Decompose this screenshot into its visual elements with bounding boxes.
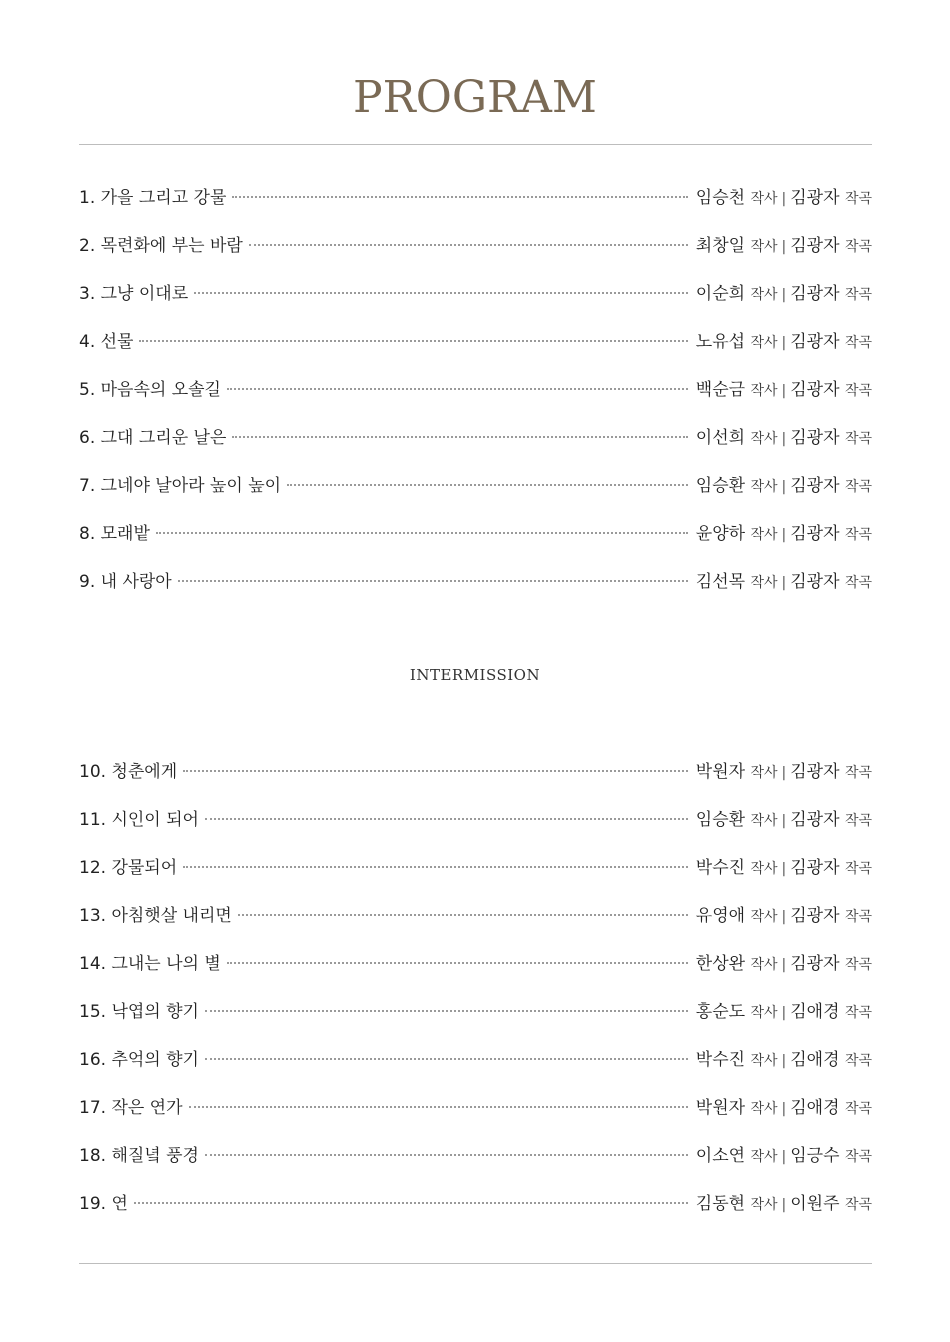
song-credit	[696, 416, 872, 461]
lyricist-label: 작사	[750, 383, 778, 399]
program-item	[79, 990, 872, 1038]
composer-label: 작곡	[844, 765, 872, 781]
lyricist-name: 이소연	[695, 1146, 746, 1166]
lyricist-label: 작사	[750, 191, 778, 207]
credit-separator: |	[781, 527, 787, 543]
dot-leader	[178, 579, 688, 582]
composer-name: 김광자	[790, 332, 840, 352]
song-credit	[696, 1038, 872, 1083]
credit-separator: |	[781, 431, 787, 447]
lyricist-label: 작사	[750, 287, 778, 303]
lyricist-name: 임승천	[695, 188, 746, 208]
credit-separator: |	[781, 191, 787, 207]
composer-label: 작곡	[844, 1053, 872, 1069]
composer-label: 작곡	[844, 1005, 872, 1021]
composer-name: 김광자	[790, 572, 840, 592]
song-credit	[696, 942, 872, 987]
dot-leader	[194, 291, 688, 294]
lyricist-name: 박원자	[695, 1098, 746, 1118]
program-item	[79, 1182, 872, 1230]
song-credit	[696, 224, 872, 269]
composer-name: 김광자	[790, 236, 840, 256]
song-title: 2. 목련화에 부는 바람	[79, 236, 243, 256]
composer-label: 작곡	[844, 813, 872, 829]
composer-label: 작곡	[844, 1197, 872, 1213]
program-item	[79, 272, 872, 320]
lyricist-label: 작사	[750, 479, 778, 495]
song-credit	[696, 846, 872, 891]
composer-label: 작곡	[844, 527, 872, 543]
composer-label: 작곡	[844, 1101, 872, 1117]
composer-name: 김애경	[790, 1002, 840, 1022]
lyricist-label: 작사	[750, 1197, 778, 1213]
lyricist-label: 작사	[750, 431, 778, 447]
composer-name: 이원주	[790, 1194, 840, 1214]
lyricist-label: 작사	[750, 909, 778, 925]
dot-leader	[139, 339, 687, 342]
song-credit	[696, 464, 872, 509]
dot-leader	[249, 243, 688, 246]
song-title: 3. 그냥 이대로	[79, 284, 189, 304]
dot-leader	[189, 1105, 688, 1108]
song-credit	[696, 750, 872, 795]
dot-leader	[232, 435, 687, 438]
song-title: 17. 작은 연가	[79, 1098, 183, 1118]
lyricist-name: 임승환	[695, 810, 746, 830]
program-item	[79, 368, 872, 416]
composer-name: 김광자	[790, 188, 840, 208]
lyricist-name: 유영애	[695, 906, 746, 926]
composer-name: 김광자	[790, 762, 840, 782]
song-credit	[696, 560, 872, 605]
credit-separator: |	[781, 813, 787, 829]
song-title: 9. 내 사랑아	[79, 572, 172, 592]
credit-separator: |	[781, 909, 787, 925]
program-item	[79, 894, 872, 942]
program-item	[79, 560, 872, 608]
lyricist-name: 최창일	[695, 236, 746, 256]
song-title: 13. 아침햇살 내리면	[79, 906, 232, 926]
lyricist-label: 작사	[750, 1149, 778, 1165]
dot-leader	[156, 531, 688, 534]
lyricist-label: 작사	[750, 813, 778, 829]
credit-separator: |	[781, 1149, 787, 1165]
composer-name: 임긍수	[790, 1146, 840, 1166]
program-item	[79, 320, 872, 368]
composer-label: 작곡	[844, 287, 872, 303]
credit-separator: |	[781, 861, 787, 877]
dot-leader	[205, 817, 688, 820]
program-item	[79, 798, 872, 846]
lyricist-name: 노유섭	[695, 332, 746, 352]
credit-separator: |	[781, 765, 787, 781]
song-title: 16. 추억의 향기	[79, 1050, 199, 1070]
credit-separator: |	[781, 1197, 787, 1213]
song-credit	[696, 1086, 872, 1131]
dot-leader	[205, 1153, 688, 1156]
credit-separator: |	[781, 239, 787, 255]
composer-name: 김광자	[790, 906, 840, 926]
song-credit	[696, 320, 872, 365]
lyricist-label: 작사	[750, 861, 778, 877]
program-item	[79, 416, 872, 464]
program-item	[79, 176, 872, 224]
composer-label: 작곡	[844, 383, 872, 399]
lyricist-label: 작사	[750, 957, 778, 973]
program-item	[79, 942, 872, 990]
lyricist-label: 작사	[750, 335, 778, 351]
program-item	[79, 750, 872, 798]
program-item	[79, 846, 872, 894]
dot-leader	[134, 1201, 688, 1204]
composer-label: 작곡	[844, 431, 872, 447]
lyricist-name: 박원자	[695, 762, 746, 782]
song-credit	[696, 894, 872, 939]
program-item	[79, 512, 872, 560]
lyricist-name: 김동현	[695, 1194, 746, 1214]
composer-label: 작곡	[844, 479, 872, 495]
lyricist-label: 작사	[750, 239, 778, 255]
song-title: 12. 강물되어	[79, 858, 178, 878]
composer-name: 김광자	[790, 428, 840, 448]
song-credit	[696, 1182, 872, 1227]
composer-name: 김광자	[790, 858, 840, 878]
song-title: 5. 마음속의 오솔길	[79, 380, 221, 400]
song-credit	[696, 272, 872, 317]
dot-leader	[227, 961, 688, 964]
song-title: 10. 청춘에게	[79, 762, 178, 782]
lyricist-name: 김선목	[695, 572, 746, 592]
lyricist-label: 작사	[750, 1101, 778, 1117]
song-credit	[696, 176, 872, 221]
page-title: PROGRAM	[353, 72, 597, 123]
composer-name: 김광자	[790, 380, 840, 400]
program-item	[79, 1038, 872, 1086]
dot-leader	[227, 387, 688, 390]
composer-label: 작곡	[844, 909, 872, 925]
credit-separator: |	[781, 1101, 787, 1117]
dot-leader	[205, 1009, 688, 1012]
lyricist-name: 이선희	[695, 428, 746, 448]
song-title: 6. 그대 그리운 날은	[79, 428, 227, 448]
lyricist-name: 홍순도	[695, 1002, 746, 1022]
composer-name: 김광자	[790, 954, 840, 974]
song-credit	[696, 798, 872, 843]
song-title: 11. 시인이 되어	[79, 810, 199, 830]
credit-separator: |	[781, 957, 787, 973]
song-title: 18. 해질녘 풍경	[79, 1146, 199, 1166]
lyricist-name: 박수진	[695, 1050, 746, 1070]
composer-name: 김애경	[790, 1050, 840, 1070]
dot-leader	[183, 865, 688, 868]
lyricist-name: 박수진	[695, 858, 746, 878]
lyricist-name: 윤양하	[695, 524, 746, 544]
composer-label: 작곡	[844, 575, 872, 591]
top-divider	[79, 144, 872, 145]
song-title: 4. 선물	[79, 332, 134, 352]
lyricist-label: 작사	[750, 527, 778, 543]
composer-label: 작곡	[844, 191, 872, 207]
dot-leader	[238, 913, 688, 916]
credit-separator: |	[781, 335, 787, 351]
lyricist-name: 임승환	[695, 476, 746, 496]
song-title: 15. 낙엽의 향기	[79, 1002, 199, 1022]
lyricist-name: 한상완	[695, 954, 746, 974]
credit-separator: |	[781, 575, 787, 591]
composer-name: 김광자	[790, 284, 840, 304]
song-credit	[696, 1134, 872, 1179]
song-title: 7. 그네야 날아라 높이 높이	[79, 476, 282, 496]
dot-leader	[183, 769, 688, 772]
composer-label: 작곡	[844, 335, 872, 351]
song-title: 8. 모래밭	[79, 524, 150, 544]
program-list-part1	[79, 176, 872, 608]
credit-separator: |	[781, 1053, 787, 1069]
program-list-part2	[79, 750, 872, 1230]
lyricist-label: 작사	[750, 1053, 778, 1069]
composer-name: 김광자	[790, 524, 840, 544]
program-item	[79, 1086, 872, 1134]
program-item	[79, 464, 872, 512]
lyricist-name: 이순희	[695, 284, 746, 304]
lyricist-label: 작사	[750, 575, 778, 591]
song-credit	[696, 990, 872, 1035]
song-credit	[696, 512, 872, 557]
credit-separator: |	[781, 479, 787, 495]
dot-leader	[287, 483, 688, 486]
composer-name: 김애경	[790, 1098, 840, 1118]
composer-name: 김광자	[790, 810, 840, 830]
credit-separator: |	[781, 287, 787, 303]
lyricist-label: 작사	[750, 765, 778, 781]
lyricist-name: 백순금	[695, 380, 746, 400]
composer-name: 김광자	[790, 476, 840, 496]
composer-label: 작곡	[844, 957, 872, 973]
intermission-label: INTERMISSION	[409, 666, 541, 684]
dot-leader	[205, 1057, 688, 1060]
dot-leader	[232, 195, 687, 198]
composer-label: 작곡	[844, 1149, 872, 1165]
credit-separator: |	[781, 383, 787, 399]
credit-separator: |	[781, 1005, 787, 1021]
composer-label: 작곡	[844, 861, 872, 877]
song-title: 19. 연	[79, 1194, 128, 1214]
program-item	[79, 1134, 872, 1182]
program-item	[79, 224, 872, 272]
song-title: 14. 그내는 나의 별	[79, 954, 221, 974]
song-title: 1. 가을 그리고 강물	[79, 188, 227, 208]
bottom-divider	[79, 1263, 872, 1264]
song-credit	[696, 368, 872, 413]
composer-label: 작곡	[844, 239, 872, 255]
lyricist-label: 작사	[750, 1005, 778, 1021]
